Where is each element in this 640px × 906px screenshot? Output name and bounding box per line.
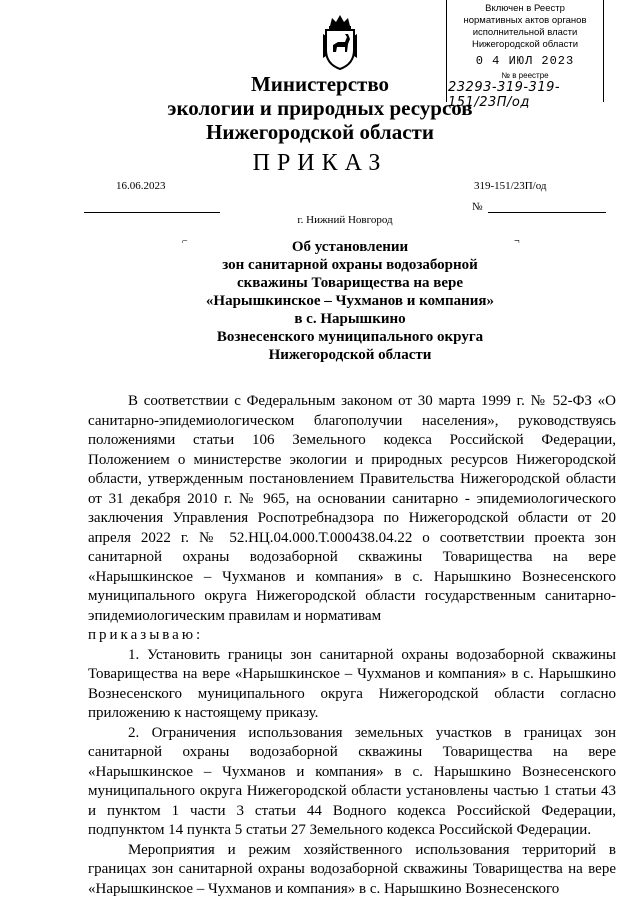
ministry-title-line: Нижегородской области: [206, 120, 434, 144]
title-line: Нижегородской области: [268, 347, 432, 363]
coat-of-arms-icon: [318, 12, 362, 72]
stamp-line: Включен в Реестр: [485, 3, 565, 14]
preamble-paragraph: В соответствии с Федеральным законом от 30 марта 1999 г. № 52-ФЗ «О санитарно-эпидемиологическом благополучии населения», руководствуясь положениями статьи 106 Земельного кодекса Российской Федерации, Положением о министерстве экологии и природных ресурсов Нижегородской области, утвержденным постановлением Правительства Нижегородской области от 31 декабря 2010 г. № 965, на основании санитарно - эпидемиологического заключения Управления Роспотребнадзора по Нижегородской области от 20 апреля 2022 г. № 52.НЦ.04.000.Т.000438.04.22 о соответствии проекта зон санитарной охраны водозаборной скважины Товарищества на вере «Нарышкинское – Чухманов и компания» в с. Нарышкино Вознесенского муниципального округа Нижегородской области государственным санитарно-эпидемиологическим правилам и нормативам: [88, 393, 616, 624]
stamp-handwritten-number: 23293-319-319-151/23П/од: [448, 80, 561, 110]
stamp-number-label: № в реестре: [501, 71, 549, 80]
ministry-title-line: экологии и природных ресурсов: [167, 96, 473, 120]
stamp-line: нормативных актов органов: [463, 15, 587, 26]
document-type-heading: ПРИКАЗ: [252, 150, 388, 176]
stamp-date: 0 4 ИЮЛ 2023: [475, 54, 575, 68]
title-line: «Нарышкинское – Чухманов и компания»: [205, 293, 495, 309]
order-body: [88, 392, 616, 899]
order-item-2-continuation: Мероприятия и режим хозяйственного использования территорий в границах зон санитарной охраны водозаборной скважины Товарищества на вере «Нарышкинское – Чухманов и компания» в с. Нарышкино Вознесенского: [88, 841, 616, 897]
date-underline: [84, 212, 220, 213]
order-item-2: 2. Ограничения использования земельных участков в границах зон санитарной охраны водозаборной скважины Товарищества на вере «Нарышкинское – Чухманов и компания» в с. Нарышкино Вознесенского муниципального округа Нижегородской области установлены частью 1 статьи 43 и пунктом 1 части 3 статьи 44 Водного кодекса Российской Федерации, подпунктом 14 пункта 5 статьи 27 Земельного кодекса Российской Федерации.: [88, 724, 616, 838]
title-line: Об установлении: [291, 239, 409, 255]
title-line: зон санитарной охраны водозаборной: [222, 257, 478, 273]
stamp-line: исполнительной власти: [472, 27, 578, 38]
title-line: скважины Товарищества на вере: [236, 275, 464, 291]
city: г. Нижний Новгород: [297, 214, 393, 226]
order-word: приказываю:: [88, 627, 204, 643]
stamp-line: Нижегородской области: [471, 39, 579, 50]
corner-mark-right: ¬: [514, 236, 520, 247]
order-number: 319-151/23П/од: [474, 180, 547, 192]
title-line: Вознесенского муниципального округа: [216, 329, 484, 345]
number-sign: №: [472, 201, 483, 213]
number-underline: [488, 212, 606, 213]
corner-mark-left: ⌐: [182, 236, 188, 247]
order-date: 16.06.2023: [116, 180, 166, 192]
order-item-1: 1. Установить границы зон санитарной охраны водозаборной скважины Товарищества на вере «Нарышкинское – Чухманов и компания» в с. Нарышкино Вознесенского муниципального округа Нижегородской области согласно приложению к настоящему приказу.: [88, 646, 616, 721]
title-line: в с. Нарышкино: [294, 311, 406, 327]
ministry-title-line: Министерство: [250, 72, 390, 96]
